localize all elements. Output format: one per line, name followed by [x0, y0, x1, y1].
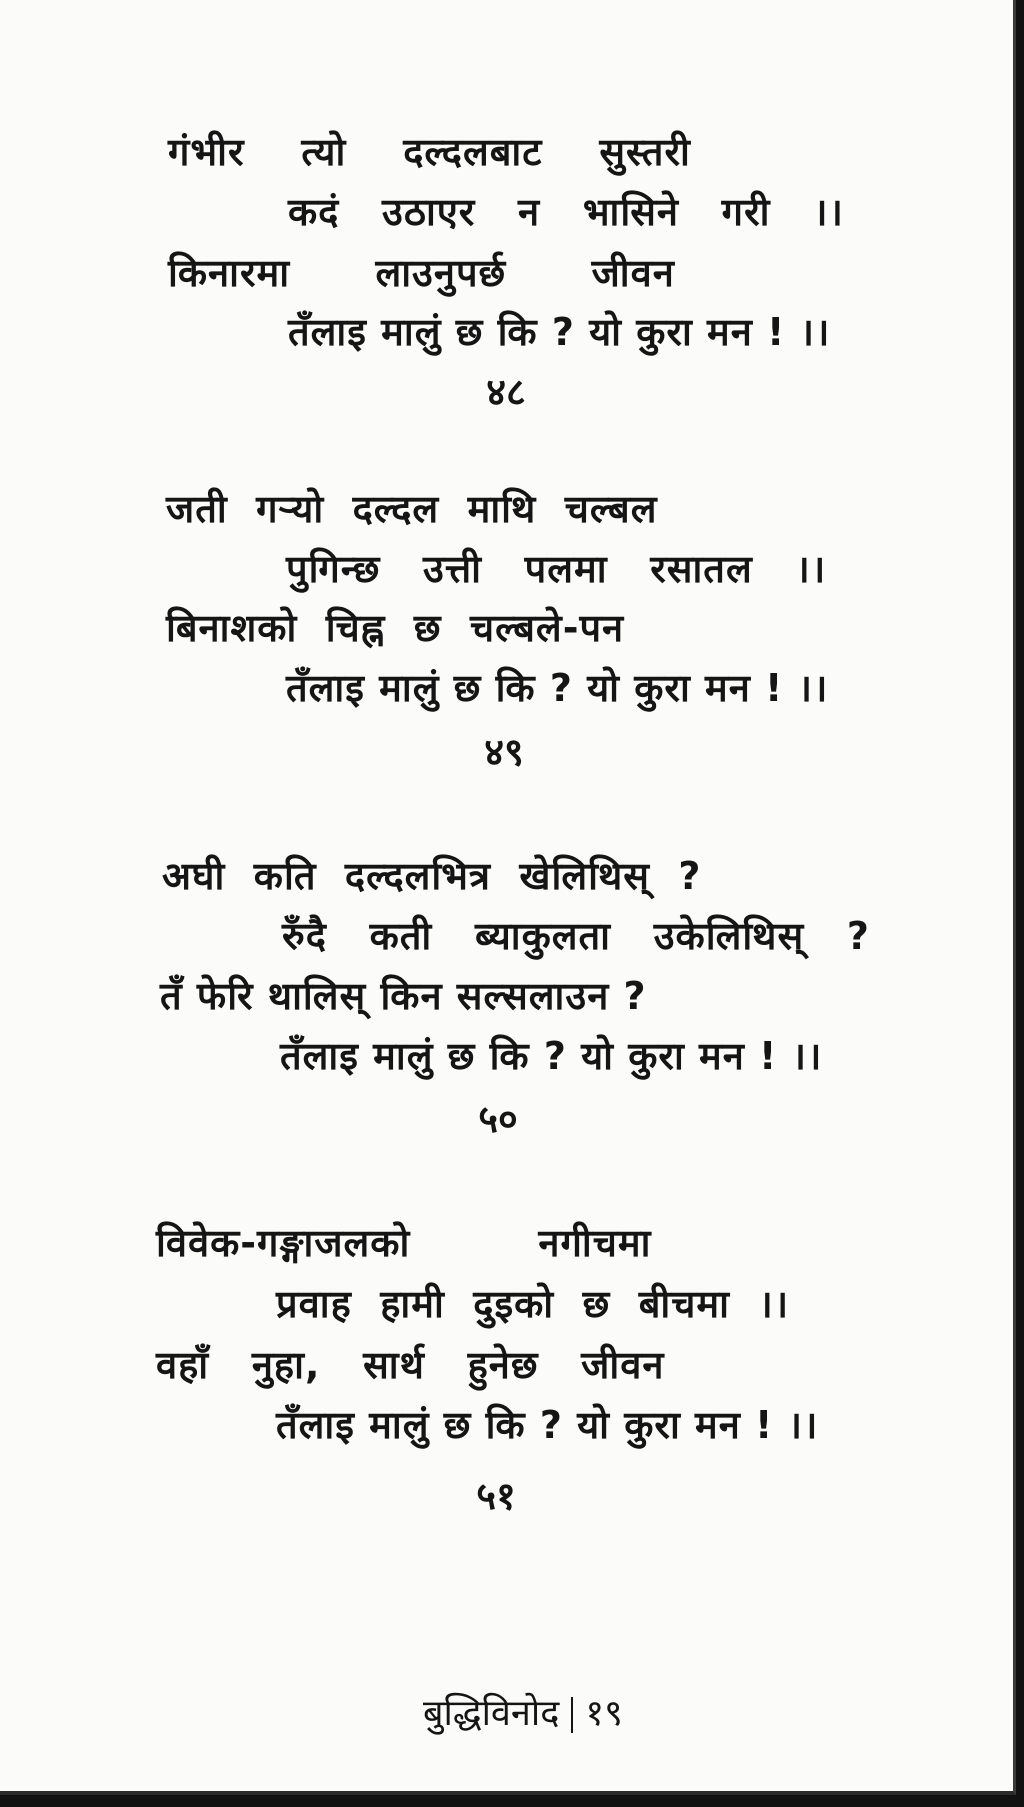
verse-line: तँलाइ मालुं छ कि ? यो कुरा मन ! ।। — [280, 1034, 823, 1078]
verse-line: तँ फेरि थालिस् किन सल्सलाउन ? — [160, 974, 647, 1018]
page-number: १९ — [585, 1693, 623, 1734]
verse-line: किनारमा लाउनुपर्छ जीवन — [168, 251, 675, 295]
stanza-number: ५० — [478, 1097, 518, 1141]
footer-separator — [571, 1697, 573, 1733]
stanza-number: ५१ — [476, 1474, 516, 1518]
verse-line: वहाँ नुहा, सार्थ हुनेछ जीवन — [156, 1343, 665, 1387]
verse-line: तँलाइ मालुं छ कि ? यो कुरा मन ! ।। — [288, 310, 831, 354]
verse-line: पुगिन्छ उत्ती पलमा रसातल ।। — [286, 547, 827, 591]
stanza-number: ४८ — [486, 370, 526, 414]
verse-line: बिनाशको चिह्न छ चल्बले-पन — [166, 606, 625, 650]
verse-line: जती गऱ्यो दल्दल माथि चल्बल — [166, 487, 658, 531]
book-title: बुद्धिविनोद — [422, 1693, 560, 1734]
verse-line: प्रवाह हामी दुइको छ बीचमा ।। — [276, 1282, 790, 1326]
verse-line: तँलाइ मालुं छ कि ? यो कुरा मन ! ।। — [286, 666, 829, 710]
verse-line: गंभीर त्यो दल्दलबाट सुस्तरी — [168, 130, 691, 174]
page-footer — [350, 1660, 650, 1769]
verse-line: विवेक-गङ्गाजलको नगीचमा — [156, 1221, 652, 1265]
verse-line: रुँदै कती ब्याकुलता उकेलिथिस् ? — [282, 914, 870, 958]
verse-line: कदं उठाएर न भासिने गरी ।। — [288, 190, 844, 234]
verse-line: अघी कति दल्दलभित्र खेलिथिस् ? — [162, 854, 702, 898]
verse-line: तँलाइ मालुं छ कि ? यो कुरा मन ! ।। — [276, 1403, 819, 1447]
stanza-number: ४९ — [484, 730, 524, 774]
